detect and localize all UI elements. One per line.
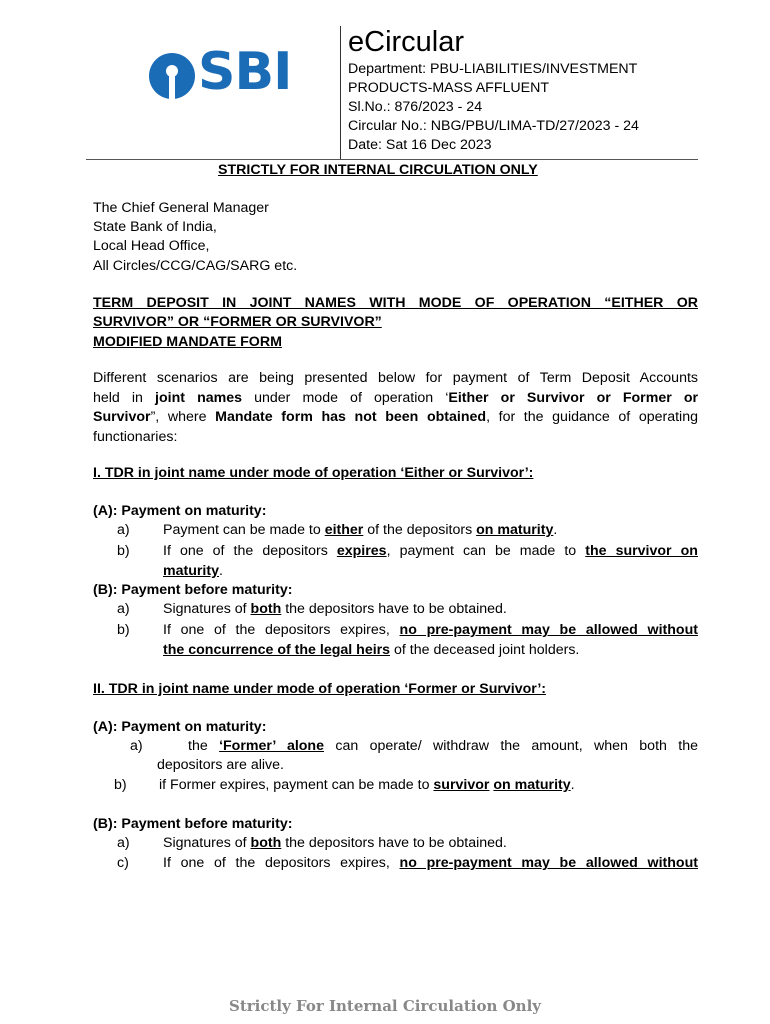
intro-line-2	[93, 389, 698, 408]
circular-meta	[348, 60, 698, 155]
item-text: .	[570, 777, 575, 793]
subject-line-1: TERM DEPOSIT IN JOINT NAMES WITH MODE OF OPERATION “EITHER OR	[93, 295, 698, 311]
circular-date: Date: Sat 16 Dec 2023	[348, 137, 492, 153]
item-emphasis: no pre-payment may be allowed without	[399, 855, 698, 871]
list-item	[163, 854, 698, 873]
addressee-line: The Chief General Manager	[93, 200, 269, 216]
addressee-line: All Circles/CCG/CAG/SARG etc.	[93, 258, 298, 274]
item-emphasis: both	[250, 601, 282, 617]
item-emphasis: survivor	[433, 777, 490, 793]
list-label: b)	[117, 622, 130, 638]
item-text: the depositors have to be obtained.	[281, 835, 507, 851]
item-text: the depositors have to be obtained.	[281, 601, 507, 617]
intro-bold-mandate: Mandate form has not been obtained	[215, 409, 487, 425]
item-text: Payment can be made to	[163, 522, 325, 538]
list-label: b)	[117, 543, 130, 559]
department-line-2: PRODUCTS-MASS AFFLUENT	[348, 80, 550, 96]
item-emphasis: expires	[336, 543, 387, 559]
header-divider-vertical	[340, 26, 341, 160]
list-item	[188, 737, 698, 756]
item-emphasis: the concurrence of the legal heirs	[163, 642, 391, 658]
header-divider-horizontal	[86, 159, 698, 160]
list-item-continued: depositors are alive.	[157, 757, 284, 773]
item-text: of the depositors	[363, 522, 477, 538]
intro-line-4: functionaries:	[93, 429, 178, 445]
item-text: .	[553, 522, 558, 538]
list-item	[163, 621, 698, 640]
section-1-heading: I. TDR in joint name under mode of operation ‘Either or Survivor’:	[93, 465, 534, 481]
list-label: a)	[117, 522, 130, 538]
list-label: a)	[117, 835, 130, 851]
sbi-logo-text: SBI	[198, 42, 292, 102]
item-emphasis: on maturity	[476, 522, 554, 538]
section-2-b-heading: (B): Payment before maturity:	[93, 816, 293, 832]
sl-no: Sl.No.: 876/2023 - 24	[348, 99, 483, 115]
section-1-a-heading: (A): Payment on maturity:	[93, 503, 267, 519]
item-text: If one of the depositors expires,	[163, 622, 400, 638]
item-emphasis: the survivor on	[585, 543, 698, 559]
item-emphasis: maturity	[163, 563, 219, 579]
item-emphasis: no pre-payment may be allowed without	[399, 622, 698, 638]
list-label: a)	[130, 738, 143, 754]
sbi-keyhole-icon	[148, 52, 196, 100]
item-text: can operate/ withdraw the amount, when both the	[324, 738, 698, 754]
page-footer: Strictly For Internal Circulation Only	[228, 997, 541, 1015]
internal-circulation-banner: STRICTLY FOR INTERNAL CIRCULATION ONLY	[218, 162, 538, 178]
intro-text: under mode of operation ‘	[242, 390, 449, 406]
addressee-line: State Bank of India,	[93, 219, 217, 235]
item-text: .	[218, 563, 223, 579]
circular-no: Circular No.: NBG/PBU/LIMA-TD/27/2023 - 24	[348, 118, 639, 134]
item-text: of the deceased joint holders.	[390, 642, 580, 658]
item-text: if Former expires, payment can be made to	[159, 777, 434, 793]
subject-line-2: SURVIVOR” OR “FORMER OR SURVIVOR”	[93, 314, 382, 330]
intro-text: , for the guidance of operating	[486, 409, 698, 425]
intro-bold-survivor: Survivor	[93, 409, 151, 425]
list-item	[163, 600, 507, 619]
item-emphasis: both	[250, 835, 282, 851]
item-emphasis: ‘Former’ alone	[219, 738, 324, 754]
department-line-1: Department: PBU-LIABILITIES/INVESTMENT	[348, 61, 638, 77]
intro-text: ”, where	[150, 409, 216, 425]
intro-line-1: Different scenarios are being presented below for payment of Term Deposit Accounts	[93, 370, 698, 386]
item-text: If one of the depositors	[163, 543, 337, 559]
item-emphasis: on maturity	[493, 777, 571, 793]
item-text: If one of the depositors expires,	[163, 855, 400, 871]
list-label: a)	[117, 601, 130, 617]
list-item-continued	[163, 562, 223, 581]
list-item	[163, 834, 507, 853]
list-item	[159, 776, 575, 795]
item-text: , payment can be made to	[386, 543, 586, 559]
section-2-a-heading: (A): Payment on maturity:	[93, 719, 267, 735]
intro-line-3	[93, 408, 698, 427]
list-label: b)	[114, 777, 127, 793]
item-text: Signatures of	[163, 601, 251, 617]
item-text: Signatures of	[163, 835, 251, 851]
intro-bold-mode: Either or Survivor or Former or	[448, 390, 699, 406]
list-item	[163, 521, 557, 540]
list-item-continued	[163, 641, 579, 660]
list-label: c)	[117, 855, 129, 871]
sbi-logo	[148, 42, 292, 102]
section-2-heading: II. TDR in joint name under mode of operation ‘Former or Survivor’:	[93, 681, 546, 697]
ecircular-title: eCircular	[348, 26, 465, 58]
item-text: the	[188, 738, 220, 754]
intro-bold-joint-names: joint names	[155, 390, 243, 406]
item-emphasis: either	[324, 522, 364, 538]
intro-text: held in	[93, 390, 156, 406]
subject-line-3: MODIFIED MANDATE FORM	[93, 334, 282, 350]
addressee-line: Local Head Office,	[93, 238, 210, 254]
list-item	[163, 542, 698, 561]
section-1-b-heading: (B): Payment before maturity:	[93, 582, 293, 598]
